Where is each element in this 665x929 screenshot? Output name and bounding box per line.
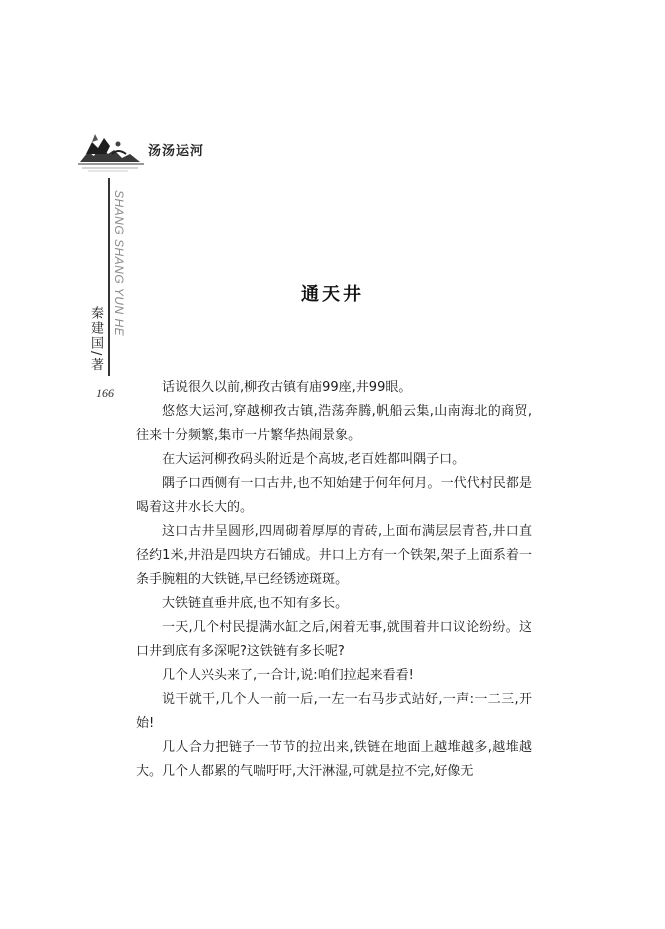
paragraph: 几个人兴头来了,一合计,说:咱们拉起来看看!: [162, 668, 414, 683]
chapter-title: 通天井: [301, 284, 364, 306]
paragraph: 一天,几个村民提满水缸之后,闲着无事,就围着井口议论纷纷。这口井到底有多深呢?这铁链有多长呢?: [136, 620, 532, 659]
landscape-logo-icon: [78, 124, 146, 174]
paragraph: 话说很久以前,柳孜古镇有庙99座,井99眼。: [162, 380, 412, 395]
series-title: 汤汤运河: [148, 144, 205, 159]
side-divider: [108, 178, 110, 376]
paragraph: 悠悠大运河,穿越柳孜古镇,浩荡奔腾,帆船云集,山南海北的商贸,往来十分频繁,集市一片繁华热闹景象。: [136, 404, 532, 443]
paragraph: 在大运河柳孜码头附近是个高坡,老百姓都叫隅子口。: [162, 452, 466, 467]
running-header: [78, 124, 238, 174]
paragraph: 几人合力把链子一节节的拉出来,铁链在地面上越堆越多,越堆越大。几个人都累的气喘吁吁,大汗淋湿,可就是拉不完,好像无: [136, 740, 532, 779]
paragraph: 说干就干,几个人一前一后,一左一右马步式站好,一声:一二三,开始!: [136, 692, 532, 731]
body-text: [136, 376, 532, 784]
paragraph: 这口古井呈圆形,四周砌着厚厚的青砖,上面布满层层青苔,井口直径约1米,井沿是四块方石铺成。井口上方有一个铁架,架子上面系着一条手腕粗的大铁链,早已经锈迹斑斑。: [136, 524, 532, 587]
paragraph: 大铁链直垂井底,也不知有多长。: [162, 596, 349, 611]
page-number: 166: [96, 386, 114, 400]
series-pinyin: SHANG SHANG YUN HE: [112, 190, 126, 337]
paragraph: 隅子口西侧有一口古井,也不知始建于何年何月。一代代村民都是喝着这井水长大的。: [136, 476, 532, 515]
author-credit: 秦建国/著: [88, 306, 103, 373]
